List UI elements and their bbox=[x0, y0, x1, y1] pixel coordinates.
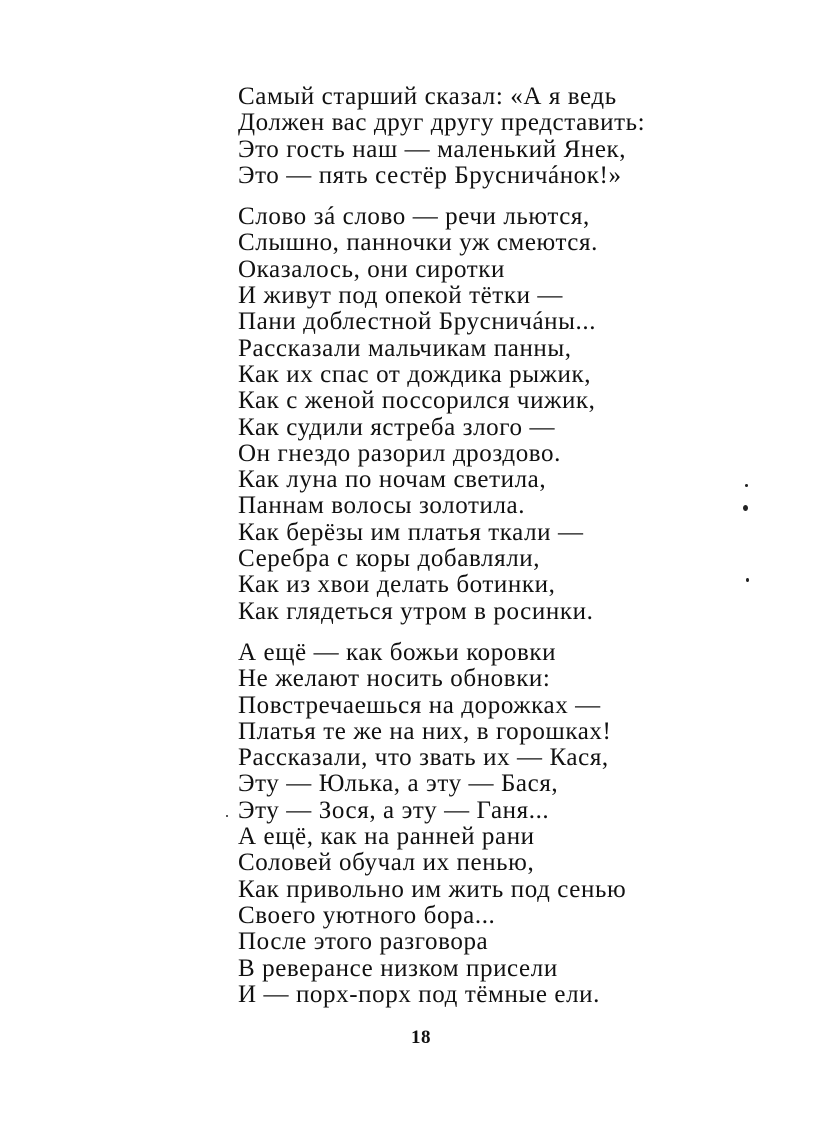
poem-line: Как привольно им жить под сенью bbox=[238, 875, 627, 903]
scan-speck bbox=[226, 815, 228, 817]
poem-line: Как судили ястреба злого — bbox=[238, 413, 556, 441]
poem-line: Не желают носить обновки: bbox=[238, 665, 551, 693]
poem-line: Должен вас друг другу представить: bbox=[238, 109, 646, 137]
scan-speck bbox=[745, 484, 748, 487]
poem-line: Рассказали, что звать их — Кася, bbox=[238, 744, 609, 772]
poem-line: Оказалось, они сиротки bbox=[238, 255, 506, 283]
poem-line: Своего уютного бора... bbox=[238, 901, 496, 929]
poem-line: В реверансе низком присели bbox=[238, 954, 558, 982]
poem-line: Как с женой поссорился чижик, bbox=[238, 387, 596, 415]
scan-speck bbox=[743, 505, 748, 511]
poem-line: Рассказали мальчикам панны, bbox=[238, 334, 572, 362]
poem-line: А ещё, как на ранней рани bbox=[238, 823, 535, 851]
poem-line: Слышно, панночки уж смеются. bbox=[238, 229, 598, 257]
poem-line: Как из хвои делать ботинки, bbox=[238, 571, 556, 599]
poem-line: Повстречаешься на дорожках — bbox=[238, 691, 601, 719]
poem-line: Это — пять сестёр Брусничáнок!» bbox=[238, 161, 622, 189]
stanza-2 bbox=[238, 204, 698, 625]
poem-line: Эту — Юлька, а эту — Бася, bbox=[238, 770, 559, 798]
poem-line: И живут под опекой тётки — bbox=[238, 282, 564, 310]
poem-line: А ещё — как божьи коровки bbox=[238, 638, 557, 666]
poem-line: И — порх-порх под тёмные ели. bbox=[238, 980, 600, 1008]
poem-line: Паннам волосы золотила. bbox=[238, 492, 526, 520]
page-number: 18 bbox=[411, 1027, 431, 1048]
poem-line: Как луна по ночам светила, bbox=[238, 466, 547, 494]
poem-line: Как их спас от дождика рыжик, bbox=[238, 360, 592, 388]
poem-line: Это гость наш — маленький Янек, bbox=[238, 135, 627, 163]
poem-line: Платья те же на них, в горошках! bbox=[238, 717, 612, 745]
poem-line: Пани доблестной Брусничáны... bbox=[238, 308, 597, 336]
poem-line: Он гнездо разорил дроздово. bbox=[238, 439, 561, 467]
stanza-1 bbox=[238, 84, 698, 189]
poem-line: Серебра с коры добавляли, bbox=[238, 545, 541, 573]
poem-line: Самый старший сказал: «А я ведь bbox=[238, 83, 617, 110]
poem-line: Как берёзы им платья ткали — bbox=[238, 518, 584, 546]
poem-line: После этого разговора bbox=[238, 928, 489, 956]
poem-line: Эту — Зося, а эту — Ганя... bbox=[238, 796, 550, 824]
poem-line: Как глядеться утром в росинки. bbox=[238, 597, 594, 625]
poem bbox=[238, 84, 698, 1008]
poem-line: Соловей обучал их пенью, bbox=[238, 849, 535, 877]
stanza-3 bbox=[238, 640, 698, 1008]
poem-line: Слово зá слово — речи льются, bbox=[238, 203, 590, 231]
scan-speck bbox=[746, 578, 749, 582]
